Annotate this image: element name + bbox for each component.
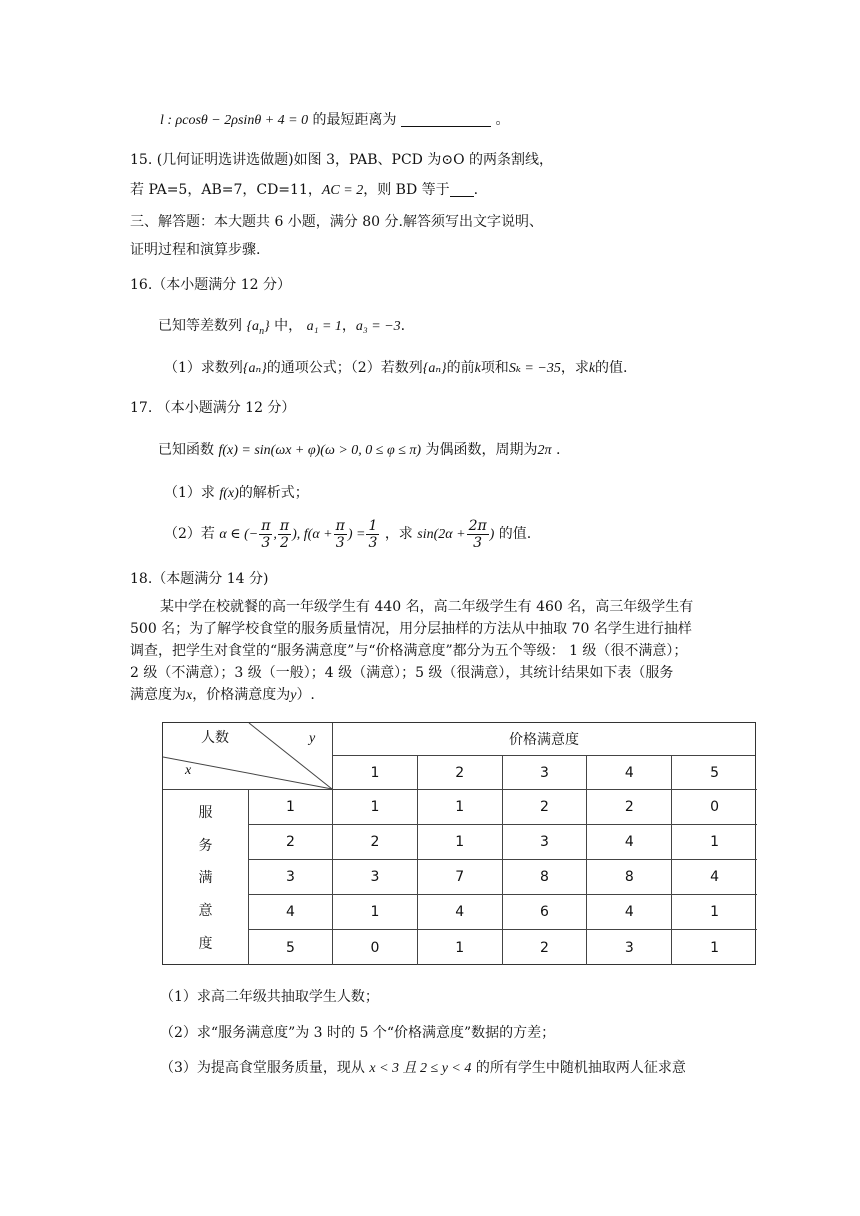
q16-condition [158, 316, 405, 342]
service-label-char: 服 [198, 805, 213, 822]
frac-num: π [261, 517, 271, 534]
frac-den: 3 [261, 534, 271, 551]
table-cell: 6 [503, 895, 588, 930]
q18-paragraph [130, 596, 734, 707]
polar-line-question [160, 110, 509, 131]
q18-part3 [160, 1058, 686, 1079]
row-x-value: 3 [249, 860, 333, 895]
table-cell: 1 [418, 825, 503, 860]
table-cell: 2 [503, 790, 588, 825]
q17-p1-pre: （1）求 [164, 485, 215, 501]
satisfaction-table [162, 722, 756, 965]
q17-part2 [164, 516, 531, 553]
q17-cond-pre: 已知函数 [158, 442, 214, 458]
polar-line-end: 。 [495, 112, 510, 128]
q15-line2-post: ，则 BD 等于 [363, 182, 450, 198]
q17-cond-post: 为偶函数，周期为 [425, 442, 538, 458]
corner-x-label: x [185, 763, 192, 778]
q16-p1-post: 的通项公式；（2）若数列 [266, 360, 423, 376]
row-x-value: 5 [249, 930, 333, 965]
q17-p2-pre: （2）若 [164, 526, 215, 542]
table-cell: 3 [333, 860, 418, 895]
q18-para-line: 2 级（不满意）；3 级（一般）；4 级（满意）；5 级（很满意），其统计结果如下表（服务 [130, 665, 674, 681]
table-cell: 1 [418, 930, 503, 965]
table-cell: 0 [333, 930, 418, 965]
q18-l5-mid: ，价格满意度为 [192, 687, 291, 703]
table-cell: 7 [418, 860, 503, 895]
q16-header: 16.（本小题满分 12 分） [130, 277, 291, 293]
q17-alpha-range: α ∈ (− [219, 527, 259, 542]
q18-part1: （1）求高二年级共抽取学生人数； [160, 989, 379, 1005]
price-level-header: 1 [333, 756, 418, 790]
q16-k: k [474, 361, 481, 376]
q16-p1-end: 的值. [595, 360, 628, 376]
q16-k2: k [588, 361, 596, 376]
corner-block [163, 723, 333, 790]
q16-a1: a₁ = 1 [306, 319, 342, 334]
q18-part2: （2）求“服务满意度”为 3 时的 5 个“价格满意度”数据的方差； [160, 1025, 556, 1041]
q16-a3: a₃ = −3 [355, 319, 401, 334]
q16-p1-post4: ，求 [560, 360, 589, 376]
q16-p1-seq: {aₙ} [242, 361, 267, 376]
q16-p1: （1）求数列 [164, 360, 243, 376]
q18-para-line: 某中学在校就餐的高一年级学生有 440 名，高二年级学生有 460 名，高三年级学生有 [160, 599, 694, 615]
table-cell: 1 [333, 790, 418, 825]
q16-p1-post3: 项和 [480, 360, 509, 376]
q18-y: y [290, 688, 297, 703]
q15-line1: 15. (几何证明选讲选做题)如图 3，PAB、PCD 为⊙O 的两条割线， [130, 152, 553, 168]
q16-seq-text: {a [246, 319, 260, 334]
table-cell: 4 [418, 895, 503, 930]
q17-header: 17. （本小题满分 12 分） [130, 400, 296, 416]
table-cell: 1 [710, 939, 720, 956]
q18-p3-condition: x < 3 且 2 ≤ y < 4 [369, 1061, 472, 1076]
corner-count-label: 人数 [201, 730, 229, 746]
q16-parts [164, 358, 628, 379]
row-x-value: 2 [249, 825, 333, 860]
q18-para-line: 500 名；为了解学校食堂的服务质量情况，用分层抽样的方法从中抽取 70 名学生进行抽样 [130, 621, 692, 637]
q17-p2-end: 的值. [498, 526, 532, 542]
frac-den: 3 [473, 534, 483, 551]
fraction-1-over-3 [366, 518, 379, 551]
fraction-pi-over-3 [259, 518, 272, 551]
service-label-char: 度 [198, 935, 213, 952]
frac-den: 2 [280, 534, 289, 551]
frac-den: 3 [368, 534, 378, 551]
q17-condition [158, 440, 560, 461]
polar-line-formula: l : ρcosθ − 2ρsinθ + 4 = 0 [160, 113, 309, 128]
q15-ac-value: AC = 2 [321, 183, 364, 198]
q18-para-line [130, 684, 734, 707]
q17-eq: ) = [347, 527, 366, 542]
table-cell: 2 [587, 790, 672, 825]
q16-p1-seq2: {aₙ} [422, 361, 447, 376]
frac-num: 1 [368, 517, 378, 534]
q18-l5-pre: 满意度为 [130, 687, 186, 703]
q17-p1-post: 的解析式； [238, 485, 309, 501]
section3-line1: 三、解答题：本大题共 6 小题，满分 80 分.解答须写出文字说明、 [130, 214, 543, 230]
q15-line2 [130, 180, 478, 201]
table-cell: 8 [587, 860, 672, 895]
q16-cond-mid: 中， [274, 318, 303, 334]
q15-line2-pre: 若 PA=5，AB=7，CD=11， [130, 182, 322, 198]
q16-sk: Sₖ = −35 [508, 361, 561, 376]
service-satisfaction-label [163, 790, 249, 965]
fraction-pi-over-2 [278, 518, 291, 551]
service-label-char: 意 [198, 903, 213, 920]
table-cell: 4 [587, 825, 672, 860]
q18-l5-end: ）. [296, 687, 315, 703]
q17-cond-end: . [556, 442, 561, 458]
table-cell: 3 [587, 930, 672, 965]
q18-p3-pre: （3）为提高食堂服务质量，现从 [160, 1060, 365, 1076]
q17-sin: sin(2α + [417, 527, 466, 542]
table-cell: 8 [503, 860, 588, 895]
frac-num: π [279, 517, 290, 534]
q16-cond-sep: ， [341, 318, 356, 334]
fraction-pi-over-3b [334, 518, 347, 551]
service-label-char: 满 [198, 870, 213, 887]
q16-p1-post2: 的前 [446, 360, 475, 376]
q18-p3-post: 的所有学生中随机抽取两人征求意 [475, 1060, 686, 1076]
row-x-value: 4 [249, 895, 333, 930]
q16-cond-pre: 已知等差数列 [158, 318, 242, 334]
q18-header: 18.（本题满分 14 分) [130, 571, 269, 587]
corner-y-label: y [309, 731, 316, 746]
q18-x: x [186, 688, 193, 703]
fraction-2pi-over-3 [467, 518, 489, 551]
section3-line2: 证明过程和演算步骤. [130, 242, 261, 258]
price-header: 价格满意度 [333, 723, 755, 756]
q17-p1-fx: f(x) [219, 486, 239, 501]
q17-f-alpha: ), f(α + [292, 527, 333, 542]
row-x-value: 1 [249, 790, 333, 825]
q15-answer-blank [450, 182, 474, 197]
q17-qiu: ，求 [384, 526, 413, 542]
frac-num: π [335, 517, 345, 534]
price-level-header: 4 [587, 756, 672, 790]
frac-num: 2π [468, 517, 487, 534]
frac-den: 3 [335, 534, 345, 551]
q17-function: f(x) = sin(ωx + φ)(ω > 0, 0 ≤ φ ≤ π) [218, 443, 422, 458]
q17-close: ) [489, 527, 495, 542]
q16-cond-end: . [400, 318, 406, 334]
table-cell: 4 [672, 860, 757, 895]
answer-blank [401, 112, 491, 127]
q18-para-line: 调查，把学生对食堂的“服务满意度”与“价格满意度”都分为五个等级： 1 级（很不满意）； [130, 643, 688, 659]
table-cell: 2 [333, 825, 418, 860]
price-level-header: 3 [503, 756, 588, 790]
q17-part1 [164, 483, 309, 504]
q16-seq: $\{a_n\}$ [246, 319, 270, 337]
table-cell: 1 [418, 790, 503, 825]
table-cell: 1 [333, 895, 418, 930]
table-cell: 1 [672, 895, 757, 930]
table-cell: 2 [503, 930, 588, 965]
table-cell: 4 [587, 895, 672, 930]
table-cell: 0 [672, 790, 757, 825]
price-level-header: 5 [672, 756, 757, 790]
q17-comma: , [273, 527, 277, 542]
polar-line-suffix: 的最短距离为 [312, 112, 397, 128]
table-cell: 3 [503, 825, 588, 860]
q15-end: . [473, 182, 479, 198]
price-level-header: 2 [418, 756, 503, 790]
table-cell: 1 [672, 825, 757, 860]
q17-period: 2π [537, 443, 552, 458]
service-label-char: 务 [198, 837, 213, 854]
